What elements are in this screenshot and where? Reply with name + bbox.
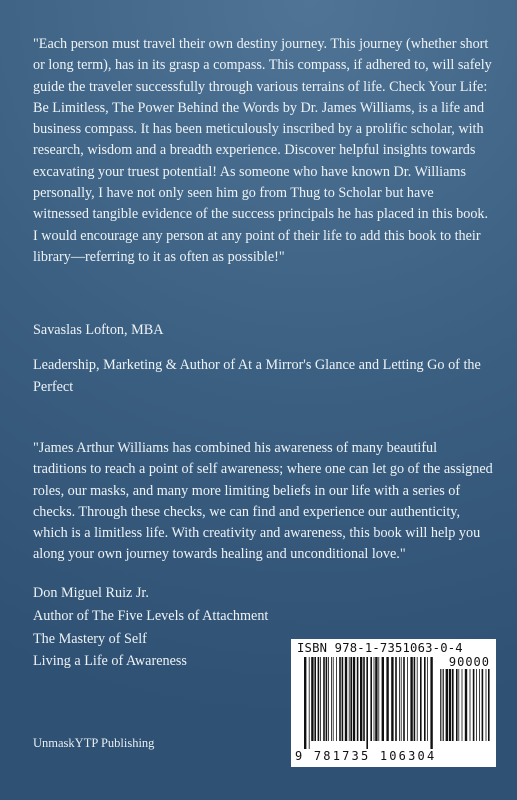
barcode-bar <box>386 657 388 741</box>
endorser-title-2-line-1: Author of The Five Levels of Attachment <box>33 607 269 624</box>
barcode-bar <box>403 657 405 741</box>
barcode-bar <box>345 657 347 741</box>
barcode-bar <box>424 657 426 741</box>
barcode-bar <box>440 669 441 741</box>
barcode-bar <box>449 669 451 741</box>
barcode-bar <box>320 657 321 741</box>
barcode-bar <box>470 669 471 741</box>
barcode-bar <box>442 669 443 741</box>
barcode-bar <box>353 657 355 741</box>
barcode-bar <box>420 657 422 741</box>
barcode-bar <box>443 669 444 741</box>
endorsement-attribution-1 <box>33 320 493 398</box>
barcode-bar <box>331 657 332 741</box>
barcode-bars-icon <box>303 657 433 749</box>
price-code: 90000 <box>448 655 490 669</box>
barcode-bar <box>378 657 379 741</box>
isbn-barcode <box>291 639 496 767</box>
barcode-bar <box>430 657 432 749</box>
barcode-digits: 9 781735 106304 <box>295 749 437 763</box>
barcode-bar <box>374 657 375 741</box>
barcode-bar <box>462 669 463 741</box>
barcode-addon-bars-icon <box>439 669 491 749</box>
barcode-bar <box>339 657 341 741</box>
barcode-bar <box>363 657 365 741</box>
barcode-bar <box>333 657 334 741</box>
barcode-bar <box>370 657 372 741</box>
barcode-bar <box>417 657 418 741</box>
barcode-bar <box>350 657 352 741</box>
barcode-bar <box>452 669 454 741</box>
barcode-bar <box>482 669 484 741</box>
barcode-bar <box>328 657 329 741</box>
barcode-bar <box>458 669 459 741</box>
barcode-bar <box>456 669 458 741</box>
barcode-bar <box>399 657 400 741</box>
barcode-bar <box>395 657 397 741</box>
barcode-bar <box>314 657 316 741</box>
barcode-bar <box>473 669 475 741</box>
barcode-bar <box>465 669 467 741</box>
barcode-bar <box>366 657 368 749</box>
endorser-title-2-line-2: The Mastery of Self <box>33 630 147 647</box>
barcode-bar <box>342 657 344 741</box>
barcode-bar <box>375 657 377 741</box>
barcode-bar <box>476 669 477 741</box>
endorsement-quote-2: "James Arthur Williams has combined his awareness of many beautiful traditions to reach a point of self awareness; where one can let go of the assigned roles, our masks, and many more limiting beliefs in our life with a series of checks. Through these checks, we can find and experience our authenticity, which is a limitless life. With creativity and awareness, this book will help you along your own journey towards healing and unconditional love." <box>33 440 493 563</box>
barcode-bar <box>309 657 310 749</box>
barcode-bar <box>360 657 362 741</box>
barcode-bar <box>391 657 393 741</box>
barcode-bar <box>357 657 359 741</box>
barcode-bar <box>486 669 487 741</box>
endorser-name-1: Savaslas Lofton, MBA <box>33 322 164 338</box>
endorser-title-2-line-3: Living a Life of Awareness <box>33 653 187 670</box>
barcode-bar <box>349 657 350 741</box>
barcode-bar <box>382 657 384 741</box>
barcode-bar <box>446 669 448 741</box>
isbn-label: ISBN 978-1-7351063-0-4 <box>297 641 463 655</box>
endorsement-quote-1: "Each person must travel their own destiny journey. This journey (whether short or long term), has in its grasp a compass. This compass, if adhered to, will safely guide the traveler successfully through various terrains of life. Check Your Life: Be Limitless, The Power Behind the Words by Dr. James Williams, is a life and business compass. It has been meticulously inscribed by a prolific scholar, with research, wisdom and a breadth experience. Discover helpful insights towards excavating your truest potential! As someone who have known Dr. Williams personally, I have not only seen him go from Thug to Scholar but have witnessed tangible evidence of the success principals he has placed in this book. I would encourage any person at any point of their life to add this book to their library—referring to it as often as possible!" <box>33 36 492 265</box>
barcode-bar <box>323 657 325 741</box>
endorser-name-2: Don Miguel Ruiz Jr. <box>33 585 149 601</box>
barcode-bar <box>304 657 306 749</box>
publisher-name: UnmaskYTP Publishing <box>33 736 155 750</box>
barcode-bar <box>414 657 416 741</box>
barcode-bar <box>427 657 428 741</box>
barcode-bar <box>326 657 328 741</box>
barcode-bar <box>410 657 412 741</box>
barcode-bar <box>336 657 337 741</box>
barcode-bar <box>407 657 408 741</box>
barcode-bar <box>401 657 402 741</box>
barcode-bar <box>311 657 313 741</box>
barcode-bar <box>479 669 480 741</box>
barcode-bar <box>488 669 490 741</box>
endorser-title-1: Leadership, Marketing & Author of At a Mirror's Glance and Letting Go of the Perfect <box>33 357 481 395</box>
barcode-bar <box>318 657 320 741</box>
